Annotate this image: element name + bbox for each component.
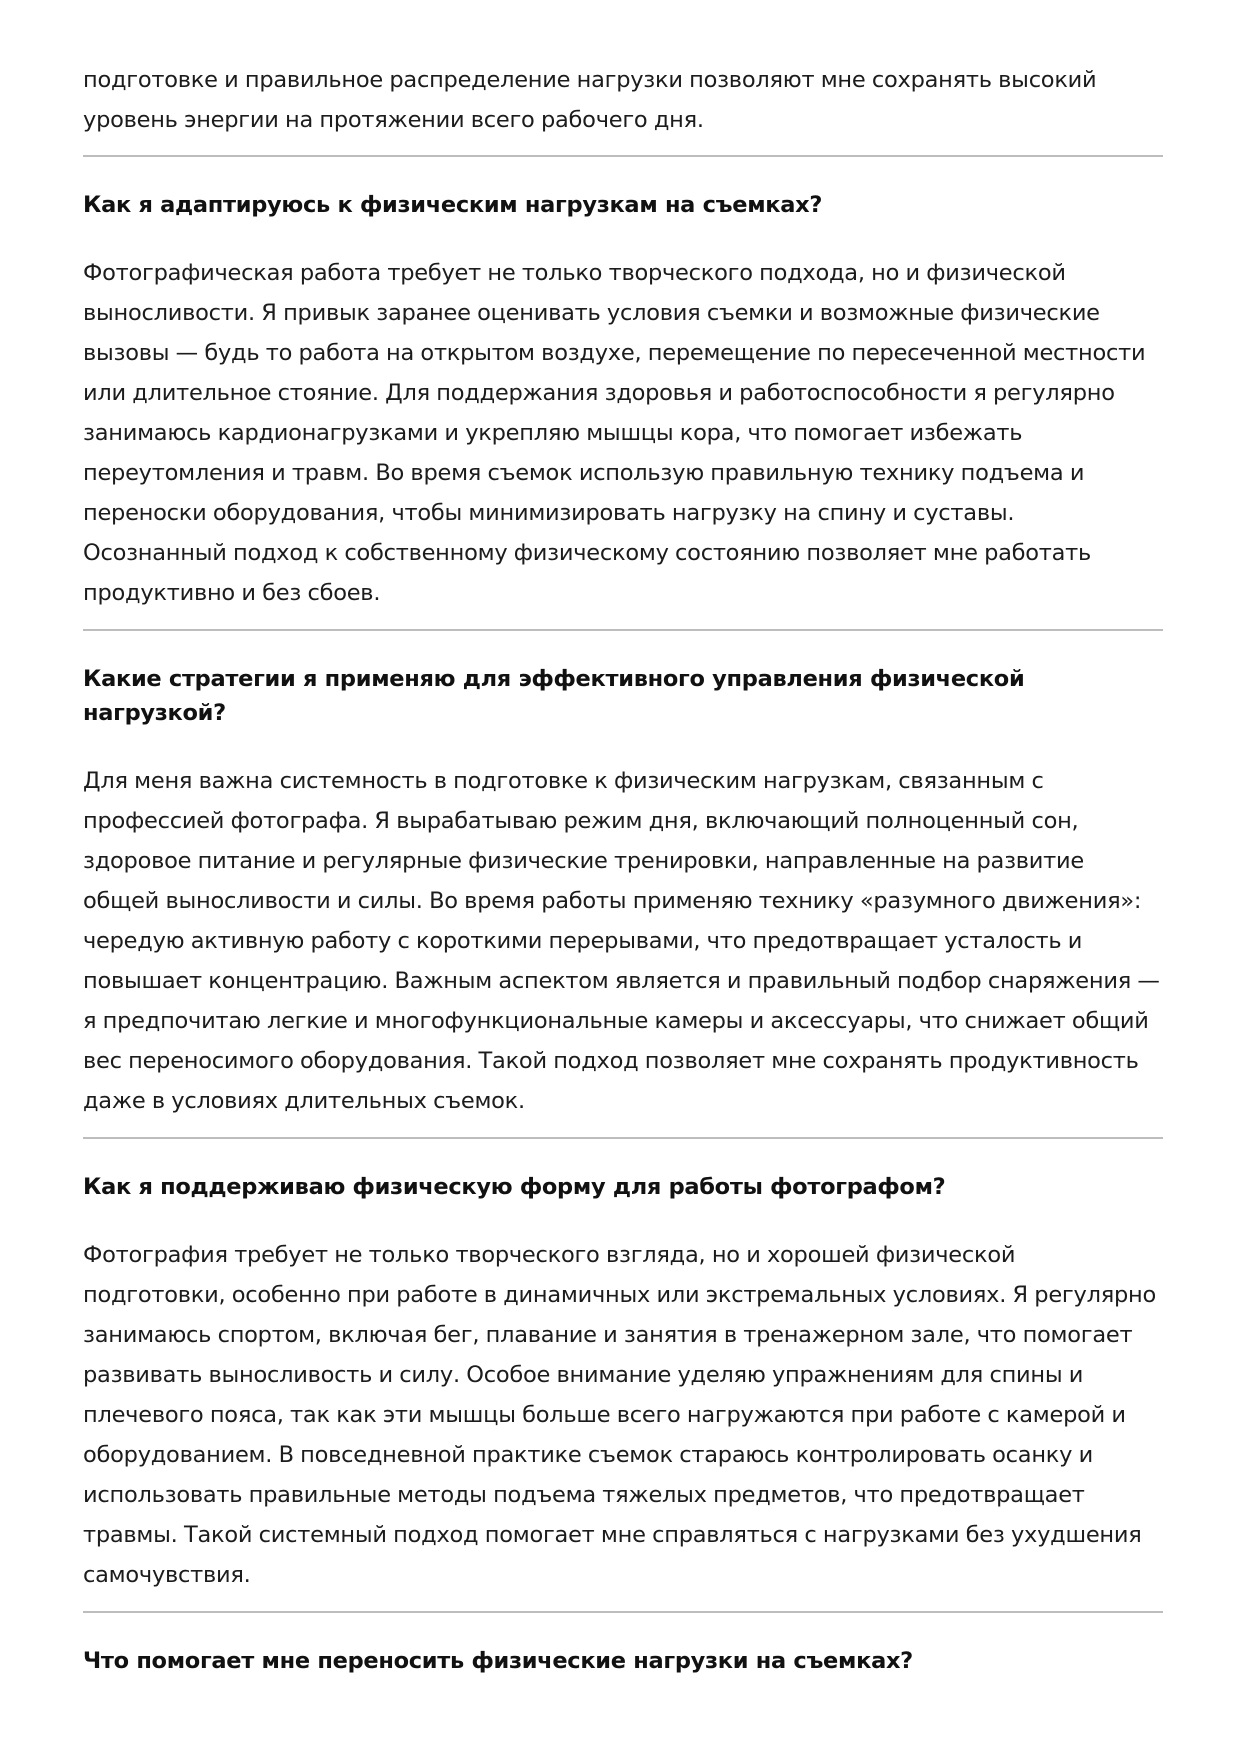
faq-section-1 <box>83 157 1163 613</box>
faq-section-4 <box>83 1613 1163 1678</box>
document-page <box>83 60 1163 1678</box>
lead-section <box>83 60 1163 140</box>
faq-question: Как я поддерживаю физическую форму для работы фотографом? <box>83 1174 946 1200</box>
faq-section-3 <box>83 1139 1163 1595</box>
faq-section-2 <box>83 631 1163 1121</box>
faq-question: Как я адаптируюсь к физическим нагрузкам на съемках? <box>83 192 823 218</box>
faq-answer: Для меня важна системность в подготовке к физическим нагрузкам, связанным с профессией фотографа. Я вырабатываю режим дня, включающий полноценный сон, здоровое питание и регулярные физические тренировки, направленные на развитие общей выносливости и силы. Во время работы применяю технику «разумного движения»: чередую активную работу с короткими перерывами, что предотвращает усталость и повышает концентрацию. Важным аспектом является и правильный подбор снаряжения — я предпочитаю легкие и многофункциональные камеры и аксессуары, что снижает общий вес переносимого оборудования. Такой подход позволяет мне сохранять продуктивность даже в условиях длительных съемок. <box>83 768 1160 1114</box>
lead-paragraph: подготовке и правильное распределение нагрузки позволяют мне сохранять высокий уровень энергии на протяжении всего рабочего дня. <box>83 67 1097 133</box>
faq-question: Какие стратегии я применяю для эффективного управления физической нагрузкой? <box>83 666 1025 726</box>
faq-answer: Фотография требует не только творческого взгляда, но и хорошей физической подготовки, особенно при работе в динамичных или экстремальных условиях. Я регулярно занимаюсь спортом, включая бег, плавание и занятия в тренажерном зале, что помогает развивать выносливость и силу. Особое внимание уделяю упражнениям для спины и плечевого пояса, так как эти мышцы больше всего нагружаются при работе с камерой и оборудованием. В повседневной практике съемок стараюсь контролировать осанку и использовать правильные методы подъема тяжелых предметов, что предотвращает травмы. Такой системный подход помогает мне справляться с нагрузками без ухудшения самочувствия. <box>83 1242 1156 1588</box>
faq-answer: Фотографическая работа требует не только творческого подхода, но и физической выносливости. Я привык заранее оценивать условия съемки и возможные физические вызовы — будь то работа на открытом воздухе, перемещение по пересеченной местности или длительное стояние. Для поддержания здоровья и работоспособности я регулярно занимаюсь кардионагрузками и укрепляю мышцы кора, что помогает избежать переутомления и травм. Во время съемок использую правильную технику подъема и переноски оборудования, чтобы минимизировать нагрузку на спину и суставы. Осознанный подход к собственному физическому состоянию позволяет мне работать продуктивно и без сбоев. <box>83 260 1146 606</box>
faq-question: Что помогает мне переносить физические нагрузки на съемках? <box>83 1648 913 1674</box>
